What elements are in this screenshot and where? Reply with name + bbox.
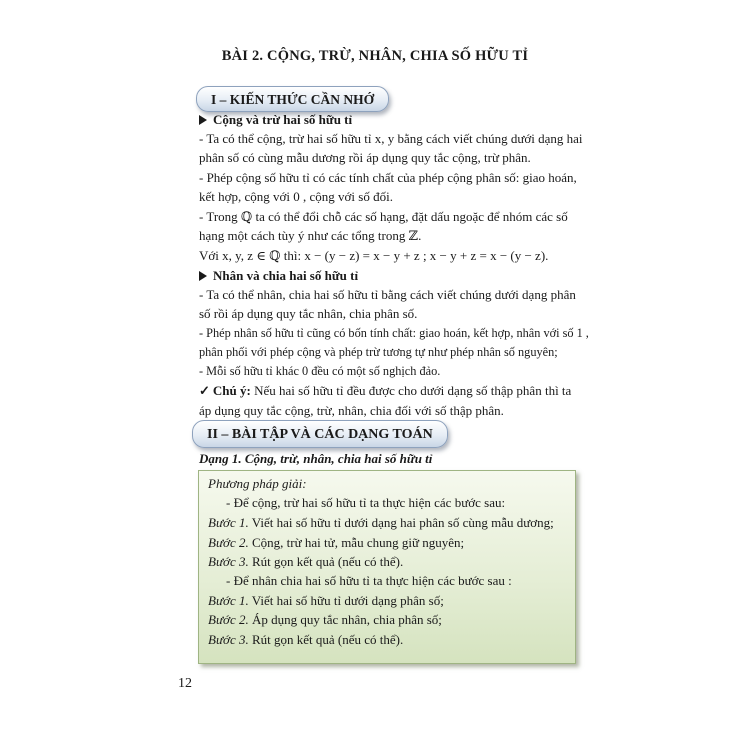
note-line: áp dụng quy tắc cộng, trừ, nhân, chia đối với số thập phân. — [199, 403, 504, 418]
triangle-bullet-icon — [199, 115, 207, 125]
problem-type-heading: Dạng 1. Cộng, trừ, nhân, chia hai số hữu tỉ — [199, 451, 433, 466]
text-line: số rồi áp dụng quy tắc nhân, chia phân số. — [199, 306, 418, 321]
checkmark-icon: ✓ — [199, 383, 210, 398]
step-line: Bước 3. Rút gọn kết quả (nếu có thể). — [208, 554, 404, 569]
step-line: Bước 2. Cộng, trừ hai tử, mẫu chung giữ nguyên; — [208, 535, 465, 550]
page-title: BÀI 2. CỘNG, TRỪ, NHÂN, CHIA SỐ HỮU TỈ — [221, 48, 529, 64]
section-heading-knowledge: I – KIẾN THỨC CẦN NHỚ — [196, 86, 389, 112]
text-line: - Ta có thể nhân, chia hai số hữu tỉ bằng cách viết chúng dưới dạng phân — [199, 287, 576, 302]
method-label: Phương pháp giải: — [208, 476, 307, 491]
formula-line: Với x, y, z ∈ ℚ thì: x − (y − z) = x − y + z ; x − y + z = x − (y − z). — [199, 248, 549, 263]
text-line: - Ta có thể cộng, trừ hai số hữu tỉ x, y bằng cách viết chúng dưới dạng hai — [199, 131, 583, 146]
page-number: 12 — [178, 676, 192, 691]
subheading-multiply-divide: Nhân và chia hai số hữu tỉ — [199, 267, 358, 284]
text-line: - Mỗi số hữu tỉ khác 0 đều có một số nghịch đảo. — [199, 364, 441, 378]
step-line: Bước 1. Viết hai số hữu tỉ dưới dạng phân số; — [208, 593, 444, 608]
text-line: - Phép nhân số hữu tỉ cũng có bốn tính chất: giao hoán, kết hợp, nhân với số 1 , — [199, 326, 589, 340]
subheading-add-subtract: Cộng và trừ hai số hữu tỉ — [199, 111, 352, 128]
text-line: hạng một cách tùy ý như các tổng trong ℤ. — [199, 228, 422, 243]
text-line: kết hợp, cộng với 0 , cộng với số đối. — [199, 189, 393, 204]
note-line: ✓ Chú ý: Nếu hai số hữu tỉ đều được cho dưới dạng số thập phân thì ta — [199, 383, 572, 398]
method-intro-multiply: - Để nhân chia hai số hữu tỉ ta thực hiện các bước sau : — [226, 573, 512, 588]
triangle-bullet-icon — [199, 271, 207, 281]
text-line: - Phép cộng số hữu tỉ có các tính chất của phép cộng phân số: giao hoán, — [199, 170, 577, 185]
text-line: - Trong ℚ ta có thể đổi chỗ các số hạng, đặt dấu ngoặc để nhóm các số — [199, 209, 568, 224]
text-line: phân số có cùng mẫu dương rồi áp dụng quy tắc cộng, trừ phân. — [199, 150, 531, 165]
step-line: Bước 3. Rút gọn kết quả (nếu có thể). — [208, 632, 404, 647]
section-heading-exercises: II – BÀI TẬP VÀ CÁC DẠNG TOÁN — [192, 420, 448, 448]
method-intro-add: - Để cộng, trừ hai số hữu tỉ ta thực hiện các bước sau: — [226, 495, 506, 510]
step-line: Bước 2. Áp dụng quy tắc nhân, chia phân số; — [208, 612, 442, 627]
text-line: phân phối với phép cộng và phép trừ tương tự như phép nhân số nguyên; — [199, 345, 558, 359]
step-line: Bước 1. Viết hai số hữu tỉ dưới dạng hai phân số cùng mẫu dương; — [208, 515, 554, 530]
